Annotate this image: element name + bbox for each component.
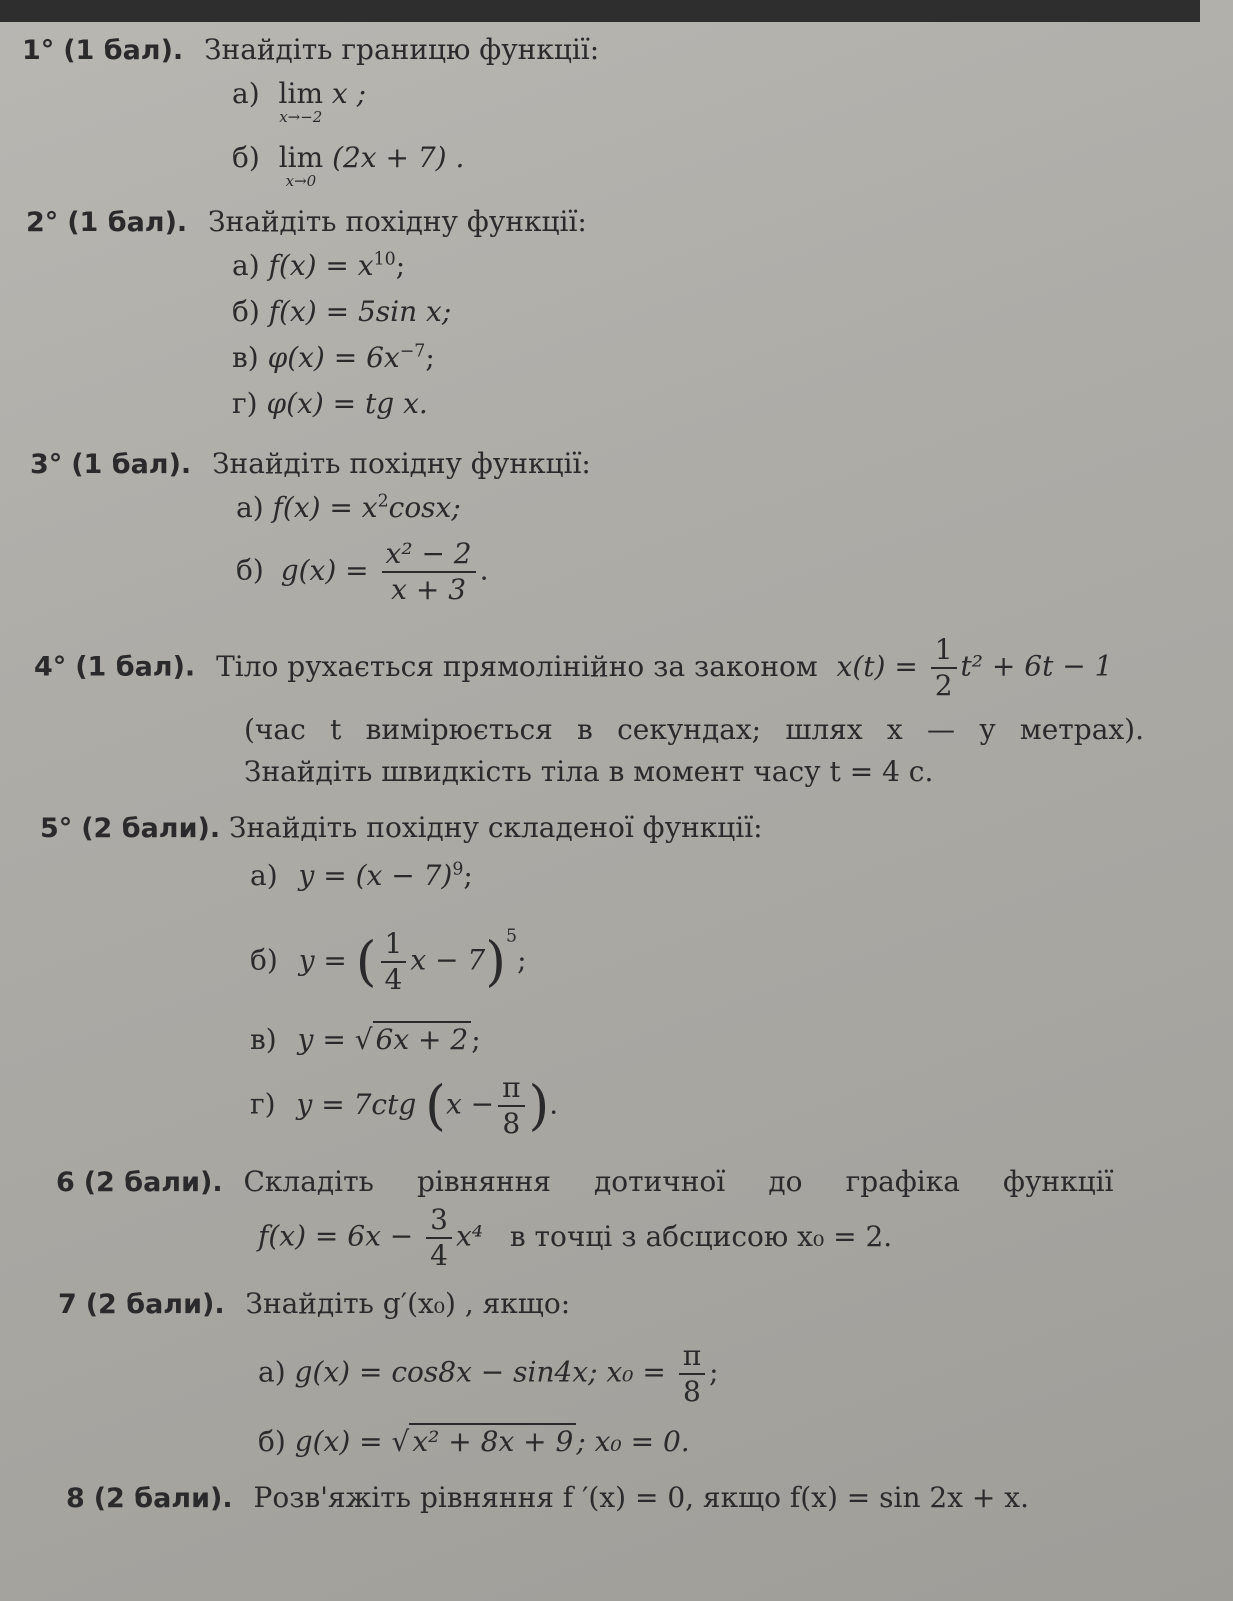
task-2c	[232, 341, 435, 374]
item-letter: а)	[236, 491, 264, 524]
task-2b	[232, 295, 452, 328]
task-5b	[250, 926, 527, 996]
fraction-numerator: π	[682, 1339, 702, 1372]
item-letter: б)	[250, 943, 278, 977]
task-2a	[232, 249, 406, 282]
task-1-header	[22, 33, 600, 66]
item-letter: б)	[236, 553, 264, 587]
item-letter: а)	[258, 1355, 286, 1389]
fraction-denominator: 8	[498, 1105, 524, 1138]
item-letter: б)	[232, 295, 260, 328]
task-4-line-1	[34, 633, 1113, 702]
formula: f(x) = x	[272, 491, 378, 524]
limit-operator: lim x→0	[278, 141, 324, 190]
item-letter: б)	[258, 1425, 286, 1458]
exponent: 5	[506, 926, 518, 947]
task-7-header	[58, 1287, 571, 1320]
formula-rest: ;	[425, 341, 435, 374]
page-top-edge	[0, 0, 1200, 22]
task-1-number: 1°	[22, 35, 55, 66]
formula-rest: ;	[463, 859, 473, 892]
formula: x(t) =	[836, 649, 918, 683]
formula-inner: x − 7	[410, 943, 486, 977]
item-letter: г)	[250, 1087, 276, 1121]
formula: y = (x − 7)	[298, 859, 453, 892]
formula-rest: t² + 6t − 1	[960, 649, 1113, 683]
formula: g(x) = cos8x − sin4x; x₀ =	[294, 1355, 666, 1389]
task-7b	[258, 1425, 690, 1458]
formula-rest: .	[479, 553, 489, 587]
task-2-prompt: Знайдіть похідну функції:	[208, 205, 587, 238]
task-4-line-3	[244, 755, 934, 788]
task-7-number: 7	[58, 1289, 77, 1320]
task-5-points: (2 бали).	[81, 813, 221, 844]
formula-rest: ;	[517, 943, 527, 977]
task-8-prompt: Розв'яжіть рівняння f ′(x) = 0, якщо f(x) = sin 2x + x.	[253, 1481, 1029, 1514]
formula-rest: ; x₀ = 0.	[576, 1425, 690, 1458]
item-letter: в)	[232, 341, 259, 374]
fraction-denominator: x + 3	[382, 571, 476, 604]
task-5-header	[40, 811, 763, 844]
task-2d	[232, 387, 428, 420]
fraction	[679, 1339, 705, 1408]
fraction-numerator: 3	[430, 1203, 448, 1236]
formula-rest: ;	[395, 249, 406, 282]
exponent: −7	[399, 341, 426, 362]
task-1a	[232, 77, 367, 126]
task-6-line-2	[258, 1203, 893, 1272]
task-7a	[258, 1339, 719, 1408]
task-5c	[250, 1023, 481, 1056]
task-6-text: в точці з абсцисою x₀ = 2.	[509, 1219, 893, 1253]
task-4-text: Знайдіть швидкість тіла в момент часу t = 4 с.	[244, 755, 934, 788]
item-letter: а)	[232, 77, 260, 110]
fraction	[381, 927, 407, 996]
task-6-number: 6	[56, 1167, 75, 1198]
fraction	[498, 1071, 524, 1140]
task-8-points: (2 бали).	[93, 1483, 233, 1514]
task-5-number: 5°	[40, 813, 73, 844]
formula-inner: x −	[445, 1087, 495, 1121]
task-4-line-2	[244, 713, 1144, 746]
task-2-header	[26, 205, 587, 238]
paren-close: )	[485, 930, 507, 993]
task-1b	[232, 141, 465, 190]
paren-open: (	[425, 1074, 446, 1137]
exponent: 9	[452, 859, 464, 880]
sqrt-sign: √	[354, 1023, 373, 1056]
task-7-prompt: Знайдіть g′(x₀) , якщо:	[245, 1287, 571, 1320]
item-letter: а)	[232, 249, 260, 282]
fraction-numerator: π	[502, 1071, 521, 1104]
task-2-number: 2°	[26, 207, 59, 238]
task-3-prompt: Знайдіть похідну функції:	[212, 447, 591, 480]
formula: g(x) =	[280, 553, 369, 587]
formula: y = 7ctg	[296, 1087, 417, 1121]
limit-operator: lim x→−2	[278, 77, 323, 126]
task-2-points: (1 бал).	[67, 207, 188, 238]
formula-rest: ;	[471, 1023, 481, 1056]
fraction	[382, 537, 476, 606]
task-3b	[236, 537, 489, 606]
sqrt-radicand: 6x + 2	[373, 1021, 472, 1056]
task-8-number: 8	[66, 1483, 85, 1514]
paren-close: )	[528, 1074, 550, 1137]
limit-expression: x ;	[331, 77, 367, 110]
task-3a	[236, 491, 461, 524]
limit-expression: (2x + 7) .	[332, 141, 465, 174]
task-6-line-1	[56, 1165, 1114, 1198]
fraction-denominator: 4	[381, 961, 407, 994]
sqrt-sign: √	[391, 1425, 410, 1458]
task-4-text: (час t вимірюється в секундах; шлях x — у метрах).	[244, 713, 1144, 746]
formula: f(x) = 6x −	[258, 1219, 414, 1253]
formula: y =	[298, 943, 347, 977]
fraction	[931, 633, 957, 702]
task-4-text: Тіло рухається прямолінійно за законом	[216, 649, 818, 683]
item-letter: б)	[232, 141, 260, 174]
task-8-header	[66, 1481, 1029, 1514]
fraction-numerator: 1	[384, 927, 403, 960]
exponent: 2	[377, 491, 389, 512]
formula-rest: .	[549, 1087, 559, 1121]
formula-rest: ;	[709, 1355, 719, 1389]
formula: y =	[297, 1023, 346, 1056]
formula-rest: cosx;	[388, 491, 461, 524]
formula: φ(x) = 6x	[267, 341, 400, 374]
formula: f(x) = 5sin x;	[268, 295, 452, 328]
fraction-denominator: 4	[426, 1237, 452, 1270]
task-7-points: (2 бали).	[85, 1289, 225, 1320]
formula: φ(x) = tg x.	[266, 387, 428, 420]
task-4-number: 4°	[34, 651, 67, 683]
task-4-points: (1 бал).	[75, 651, 196, 683]
sqrt-radicand: x² + 8x + 9	[409, 1423, 576, 1458]
task-1-prompt: Знайдіть границю функції:	[204, 33, 600, 66]
task-3-number: 3°	[30, 449, 63, 480]
item-letter: в)	[250, 1023, 277, 1056]
fraction-numerator: 1	[934, 633, 953, 666]
task-6-text: Складіть рівняння дотичної до графіка функції	[243, 1165, 1114, 1198]
fraction-denominator: 8	[679, 1373, 705, 1406]
formula: f(x) = x	[268, 249, 374, 282]
task-1-points: (1 бал).	[63, 35, 184, 66]
task-5-prompt: Знайдіть похідну складеної функції:	[229, 811, 763, 844]
formula-rest: x⁴	[455, 1219, 483, 1253]
item-letter: а)	[250, 859, 278, 892]
task-5a	[250, 859, 473, 892]
paren-open: (	[355, 930, 377, 993]
task-3-header	[30, 447, 591, 480]
item-letter: г)	[232, 387, 258, 420]
fraction-denominator: 2	[931, 667, 957, 700]
fraction-numerator: x² − 2	[385, 537, 472, 570]
fraction	[426, 1203, 452, 1272]
exponent: 10	[373, 249, 396, 270]
formula: g(x) =	[294, 1425, 383, 1458]
task-5d	[250, 1071, 559, 1140]
task-3-points: (1 бал).	[71, 449, 192, 480]
task-6-points: (2 бали).	[83, 1167, 223, 1198]
